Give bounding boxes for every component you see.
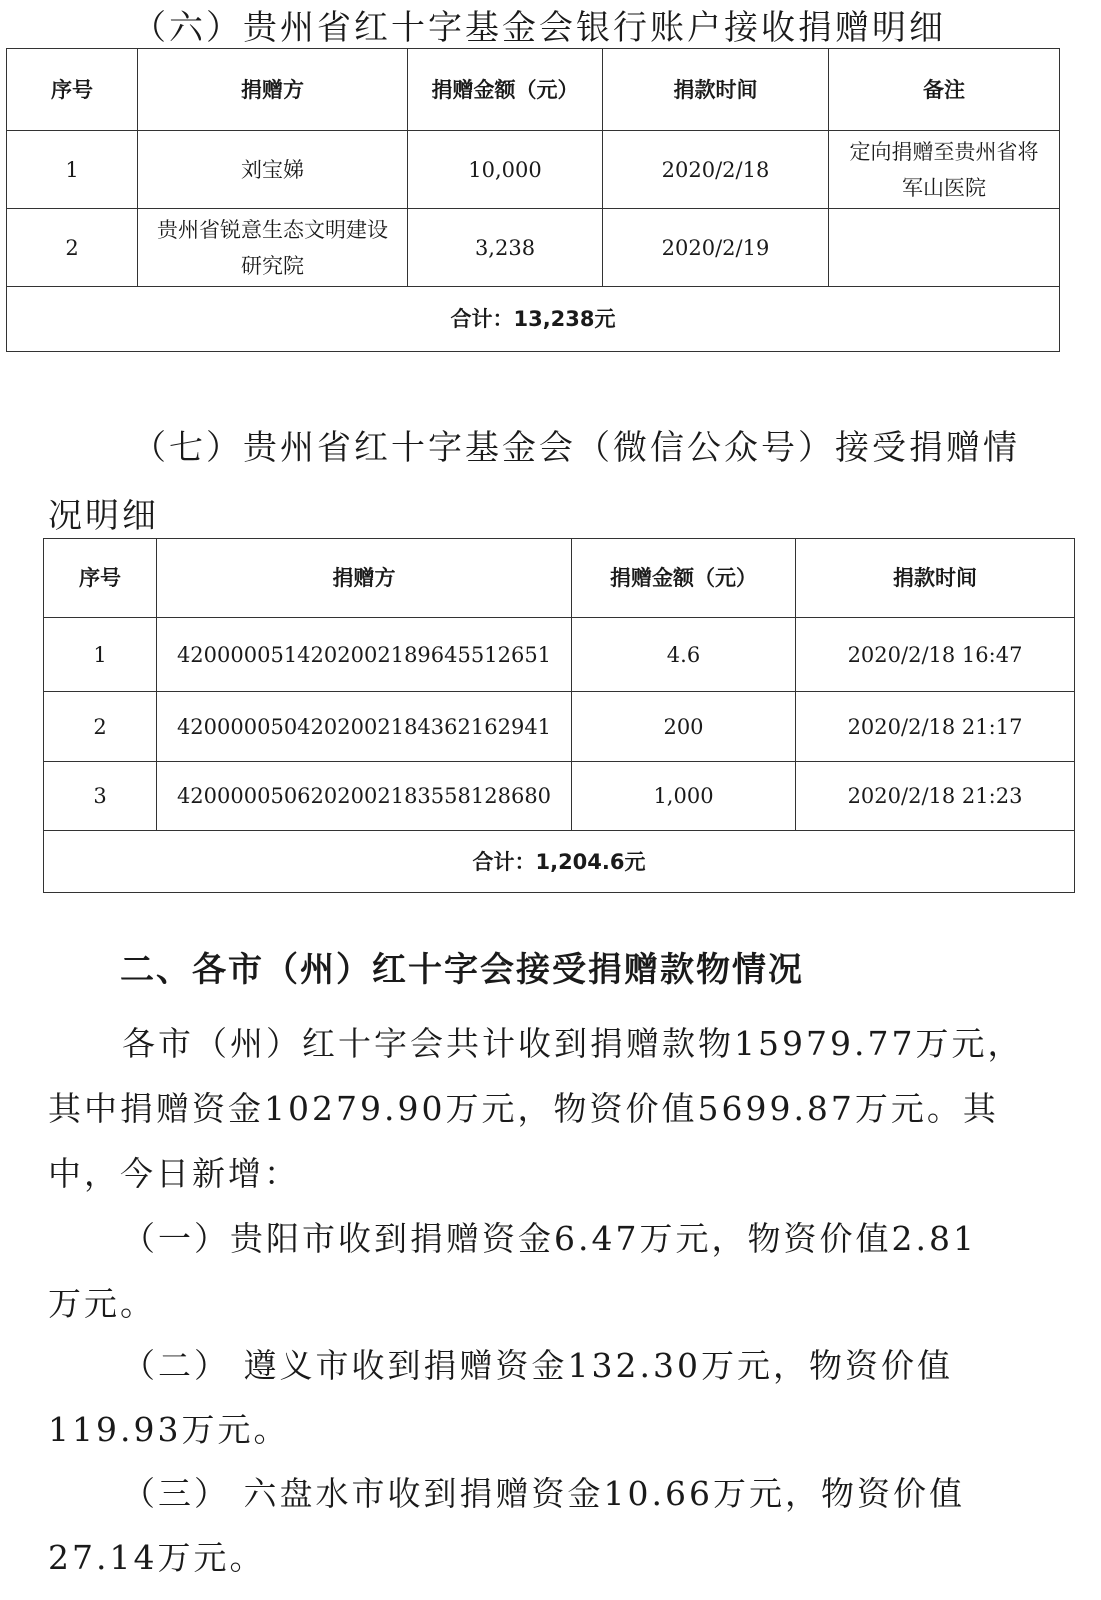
cell-no: 1	[44, 618, 157, 692]
cell-no: 2	[44, 692, 157, 762]
cell-time: 2020/2/18 16:47	[796, 618, 1075, 692]
bank-donation-table	[6, 48, 1060, 352]
paragraph-line: 各市（州）红十字会共计收到捐赠款物15979.77万元，	[122, 1024, 1024, 1063]
header-amount: 捐赠金额（元）	[572, 539, 796, 618]
table-header-row	[7, 49, 1060, 131]
cell-time: 2020/2/18	[603, 131, 829, 209]
donor-line: 贵州省锐意生态文明建设	[157, 217, 388, 242]
total-cell: 合计：13,238元	[7, 287, 1060, 352]
header-no: 序号	[7, 49, 138, 131]
header-amount: 捐赠金额（元）	[408, 49, 603, 131]
cell-no: 1	[7, 131, 138, 209]
part2-title: 二、各市（州）红十字会接受捐赠款物情况	[120, 950, 804, 990]
cell-note	[829, 131, 1060, 209]
header-donor: 捐赠方	[138, 49, 408, 131]
cell-amount: 3,238	[408, 209, 603, 287]
cell-note	[829, 209, 1060, 287]
cell-donor	[138, 131, 408, 209]
header-no: 序号	[44, 539, 157, 618]
table-row	[7, 131, 1060, 209]
donor-text: 刘宝娣	[241, 157, 304, 182]
paragraph-line: （二） 遵义市收到捐赠资金132.30万元，物资价值	[122, 1346, 953, 1385]
paragraph-line: （三） 六盘水市收到捐赠资金10.66万元，物资价值	[122, 1474, 965, 1513]
section7-heading: （七）贵州省红十字基金会（微信公众号）接受捐赠情	[132, 428, 1020, 468]
paragraph-line: 其中捐赠资金10279.90万元，物资价值5699.87万元。其	[48, 1089, 999, 1128]
cell-donor: 4200000506202002183558128680	[157, 762, 572, 831]
header-time: 捐款时间	[603, 49, 829, 131]
table-row	[44, 762, 1075, 831]
wechat-donation-table	[43, 538, 1075, 893]
cell-amount: 10,000	[408, 131, 603, 209]
cell-time: 2020/2/19	[603, 209, 829, 287]
note-line: 军山医院	[902, 175, 986, 200]
paragraph-line: 119.93万元。	[48, 1410, 290, 1449]
cell-amount: 200	[572, 692, 796, 762]
cell-donor: 4200000504202002184362162941	[157, 692, 572, 762]
table-row	[7, 209, 1060, 287]
cell-no: 3	[44, 762, 157, 831]
paragraph-line: （一）贵阳市收到捐赠资金6.47万元，物资价值2.81	[122, 1219, 977, 1258]
section7-heading-cont: 况明细	[48, 496, 159, 536]
cell-donor	[138, 209, 408, 287]
table-total-row	[44, 831, 1075, 893]
table-total-row	[7, 287, 1060, 352]
paragraph-line: 中，今日新增：	[48, 1154, 300, 1193]
cell-donor: 4200000514202002189645512651	[157, 618, 572, 692]
cell-time: 2020/2/18 21:23	[796, 762, 1075, 831]
paragraph-line: 万元。	[48, 1284, 156, 1323]
header-donor: 捐赠方	[157, 539, 572, 618]
table-row	[44, 618, 1075, 692]
total-cell: 合计：1,204.6元	[44, 831, 1075, 893]
cell-no: 2	[7, 209, 138, 287]
cell-time: 2020/2/18 21:17	[796, 692, 1075, 762]
header-time: 捐款时间	[796, 539, 1075, 618]
cell-amount: 1,000	[572, 762, 796, 831]
section6-heading: （六）贵州省红十字基金会银行账户接收捐赠明细	[132, 8, 946, 48]
table-header-row	[44, 539, 1075, 618]
paragraph-line: 27.14万元。	[48, 1538, 266, 1577]
table-row	[44, 692, 1075, 762]
note-line: 定向捐赠至贵州省将	[849, 139, 1039, 164]
header-note: 备注	[829, 49, 1060, 131]
cell-amount: 4.6	[572, 618, 796, 692]
donor-line: 研究院	[241, 253, 304, 278]
